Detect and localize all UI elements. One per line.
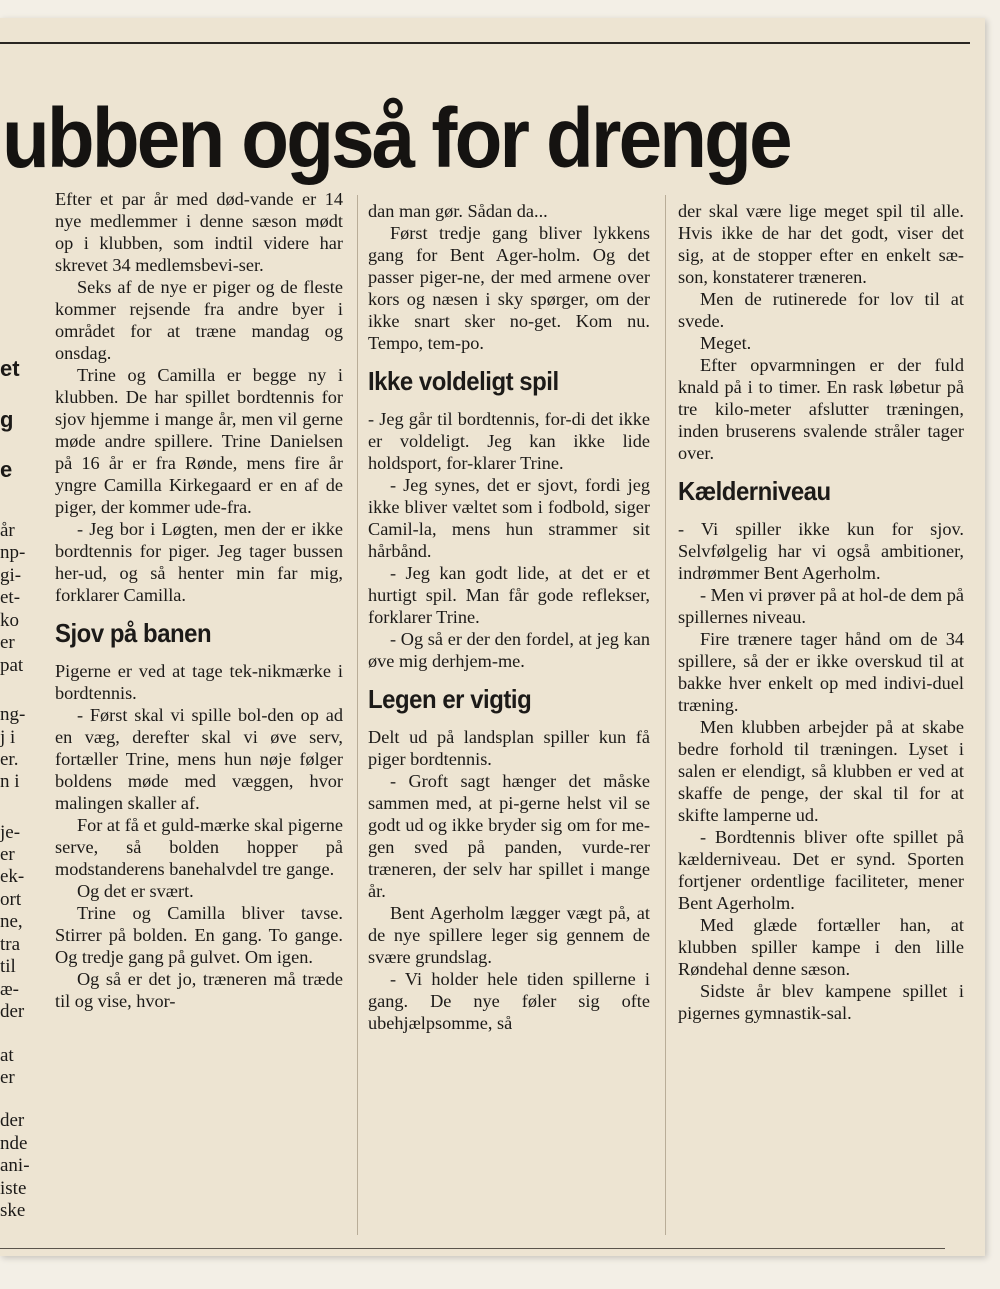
paragraph: Fire trænere tager hånd om de 34 spillere, så der er ikke overskud til at bakke hver enkelt op med indivi-duel træning. (678, 629, 964, 715)
paragraph: Først tredje gang bliver lykkens gang for Bent Ager-holm. Og det passer piger-ne, der med armene over kors og næsen i sky spørger, om der ikke snart sker no-get. Kom nu. Tempo, tem-po. (368, 223, 650, 353)
paragraph: - Og så er der den fordel, at jeg kan øve mig derhjem-me. (368, 629, 650, 671)
paragraph: der skal være lige meget spil til alle. Hvis ikke de har det godt, viser det sig, at de stopper efter en enkelt sæ-son, konstaterer træneren. (678, 201, 964, 287)
section-heading: Kælderniveau (678, 476, 831, 506)
paragraph: Sidste år blev kampene spillet i pigernes gymnastik-sal. (678, 981, 964, 1023)
fragment-line: at (0, 1045, 14, 1066)
paragraph: - Jeg går til bordtennis, for-di det ikke er voldeligt. Jeg kan ikke lide holdsport, for-klarer Trine. (368, 409, 650, 473)
fragment-line: nde (0, 1133, 28, 1154)
fragment-line: æ- (0, 979, 19, 1000)
fragment-line: pat (0, 655, 24, 676)
fragment-line: der (0, 1110, 25, 1131)
paragraph: Meget. (699, 333, 752, 353)
paragraph: - Bordtennis bliver ofte spillet på kælderniveau. Det er synd. Sporten fortjener ordentlige faciliteter, mener Bent Agerholm. (678, 827, 964, 913)
fragment-heading: et (0, 356, 20, 381)
fragment-line: ani- (0, 1155, 30, 1176)
paragraph: - Jeg synes, det er sjovt, fordi jeg ikke bliver væltet som i fodbold, siger Camil-la, mens hun strammer sit hårbånd. (368, 475, 650, 561)
article-column-2 (368, 200, 650, 1034)
fragment-line: iste (0, 1178, 27, 1199)
fragment-line: ske (0, 1200, 26, 1221)
paragraph: Trine og Camilla bliver tavse. Stirrer på bolden. En gang. To gange. Og tredje gang på gulvet. Om igen. (55, 903, 343, 967)
fragment-line: et- (0, 587, 21, 608)
paragraph: - Jeg bor i Løgten, men der er ikke bordtennis for piger. Jeg tager bussen her-ud, og så henter min far mig, forklarer Camilla. (55, 519, 343, 605)
paragraph: - Jeg kan godt lide, at det er et hurtigt spil. Man får gode reflekser, forklarer Trine. (368, 563, 650, 627)
fragment-line: der (0, 1001, 25, 1022)
fragment-heading: g (0, 407, 14, 432)
paragraph: Delt ud på landsplan spiller kun få piger bordtennis. (368, 727, 650, 769)
section-heading: Legen er vigtig (368, 684, 532, 714)
paragraph: Efter et par år med død-vande er 14 nye medlemmer i denne sæson mødt op i klubben, som indtil videre har skrevet 34 medlemsbevi-ser. (55, 189, 343, 275)
fragment-line: er (0, 844, 15, 865)
paragraph: - Men vi prøver på at hol-de dem på spillernes niveau. (678, 585, 964, 627)
paragraph: Med glæde fortæller han, at klubben spiller kampe i den lille Røndehal denne sæson. (678, 915, 964, 979)
section-heading: Sjov på banen (55, 618, 212, 648)
top-rule (0, 42, 970, 44)
paragraph: - Vi spiller ikke kun for sjov. Selvfølgelig har vi også ambitioner, indrømmer Bent Agerholm. (678, 519, 964, 583)
column-divider (665, 195, 666, 1235)
paragraph: For at få et guld-mærke skal pigerne serve, så bolden hopper på modstanderens banehalvdel tre gange. (55, 815, 343, 879)
fragment-line: ko (0, 610, 19, 631)
paragraph: dan man gør. Sådan da... (368, 201, 548, 221)
fragment-line: ng- (0, 704, 26, 725)
fragment-line: er (0, 632, 15, 653)
fragment-line: til (0, 956, 16, 977)
paragraph: - Vi holder hele tiden spillerne i gang. De nye føler sig ofte ubehjælpsomme, så (368, 969, 650, 1033)
fragment-heading: e (0, 457, 13, 482)
fragment-line: je- (0, 822, 21, 843)
fragment-line: er (0, 1067, 15, 1088)
fragment-line: n i (0, 771, 20, 792)
fragment-line: ek- (0, 866, 25, 887)
paragraph: Pigerne er ved at tage tek-nikmærke i bordtennis. (55, 661, 343, 703)
paragraph: Seks af de nye er piger og de fleste kommer rejsende fra andre byer i området for at træne mandag og onsdag. (55, 277, 343, 363)
paragraph: Efter opvarmningen er der fuld knald på i to timer. En rask løbetur på tre kilo-meter afslutter træningen, inden bruserens svalende stråler tager over. (678, 355, 964, 463)
bottom-rule (0, 1248, 945, 1249)
fragment-line: j i (0, 727, 16, 748)
fragment-line: ort (0, 889, 22, 910)
paragraph: - Først skal vi spille bol-den op ad en væg, derefter skal vi øve serv, fortæller Trine, mens hun nøje følger boldens møde med væggen, hvor malingen skaller af. (55, 705, 343, 813)
article-column-3 (678, 200, 964, 1024)
paragraph: Og det er svært. (76, 881, 194, 901)
fragment-line: er. (0, 749, 19, 770)
column-divider (357, 195, 358, 1235)
article-column-1 (55, 188, 343, 1012)
fragment-line: tra (0, 934, 21, 955)
paragraph: - Groft sagt hænger det måske sammen med, at pi-gerne helst vil se godt ud og ikke bryder sig om for me-gen sved på panden, vurde-rer træneren, der selv har spillet i mange år. (368, 771, 650, 901)
section-heading: Ikke voldeligt spil (368, 366, 559, 396)
paragraph: Trine og Camilla er begge ny i klubben. De har spillet bordtennis for sjov hjemme i mange år, men vil gerne møde andre spillere. Trine Danielsen på 16 år er fra Rønde, mens fire år yngre Camilla Kirkegaard er en af de piger, der kommer ude-fra. (55, 365, 343, 517)
headline: ubben også for drenge (2, 91, 790, 185)
paragraph: Men de rutinerede for lov til at svede. (678, 289, 964, 331)
paragraph: Og så er det jo, træneren må træde til og vise, hvor- (55, 969, 343, 1011)
paragraph: Bent Agerholm lægger vægt på, at de nye spillere leger sig gennem de svære grundslag. (368, 903, 650, 967)
fragment-line: ne, (0, 911, 23, 932)
fragment-line: gi- (0, 565, 22, 586)
fragment-line: år (0, 520, 15, 541)
paragraph: Men klubben arbejder på at skabe bedre forhold til træningen. Lyset i salen er elendigt, så klubben er ved at skaffe de penge, der skal til for at skifte lamperne ud. (678, 717, 964, 825)
fragment-line: np- (0, 542, 26, 563)
